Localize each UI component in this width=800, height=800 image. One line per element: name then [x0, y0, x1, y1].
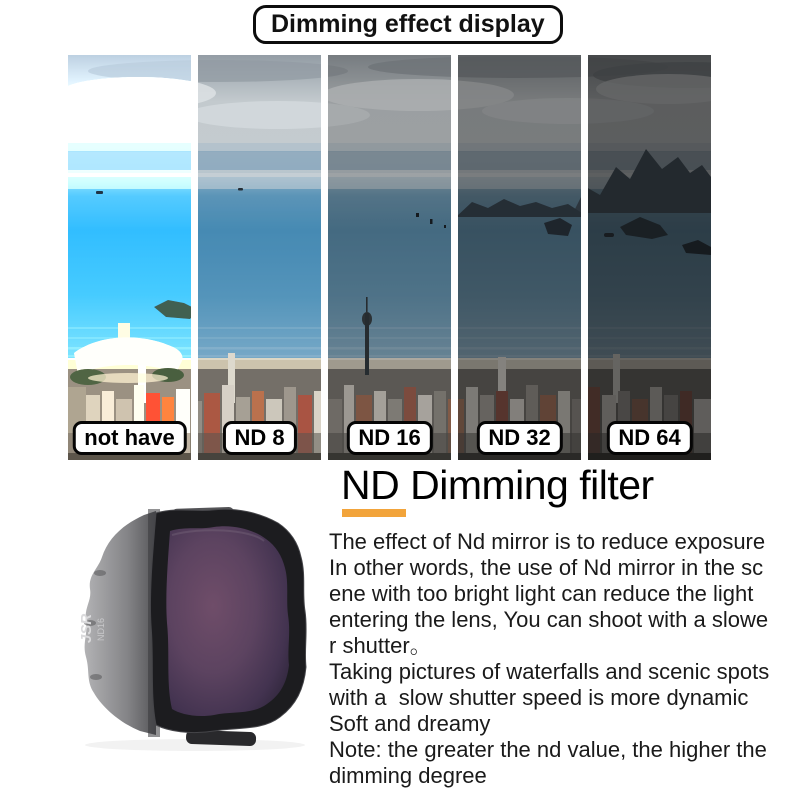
seascape-photo: [458, 55, 581, 460]
description-line: Soft and dreamy: [329, 711, 491, 736]
panel-label: ND 8: [222, 421, 296, 455]
filter-brand-label: JSR: [78, 613, 95, 643]
nd-filter-product-photo: [60, 505, 316, 753]
comparison-panel-nd16: [328, 55, 451, 460]
panel-label: ND 16: [346, 421, 432, 455]
description-line: Note: the greater the nd value, the higher the: [329, 737, 767, 762]
rim-notch: [94, 570, 106, 576]
filter-model-label: ND16: [96, 617, 106, 641]
product-description: [329, 529, 800, 789]
description-line: dimming degree: [329, 763, 487, 788]
comparison-panel-nd32: [458, 55, 581, 460]
filter-glass: [166, 526, 289, 716]
filter-comparison-strip: [68, 55, 711, 460]
product-title: ND Dimming filter: [341, 462, 654, 508]
description-line: In other words, the use of Nd mirror in the sc: [329, 555, 764, 580]
description-line: with a slow shutter speed is more dynamic: [329, 685, 749, 710]
seascape-photo: [198, 55, 321, 460]
title-badge: Dimming effect display: [253, 5, 563, 44]
description-line: The effect of Nd mirror is to reduce exposure: [329, 529, 766, 554]
comparison-panel-not-have: [68, 55, 191, 460]
accent-underline: [342, 509, 406, 517]
seascape-photo: [68, 55, 191, 460]
description-line: entering the lens, You can shoot with a slowe: [329, 607, 769, 632]
description-line: Taking pictures of waterfalls and scenic spots: [329, 659, 770, 684]
comparison-panel-nd64: [588, 55, 711, 460]
seascape-photo: [328, 55, 451, 460]
comparison-panel-nd8: [198, 55, 321, 460]
description-line: ene with too bright light can reduce the light: [329, 581, 754, 606]
seascape-photo: [588, 55, 711, 460]
description-line: r shutter。: [329, 633, 432, 658]
panel-label: ND 32: [476, 421, 562, 455]
panel-label: ND 64: [606, 421, 692, 455]
panel-label: not have: [72, 421, 186, 455]
rim-notch: [90, 674, 102, 680]
